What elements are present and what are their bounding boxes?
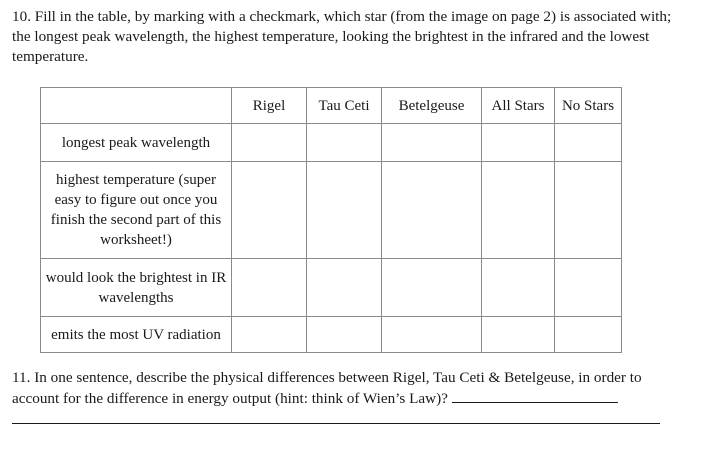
- check-cell-no-stars[interactable]: [555, 317, 622, 353]
- row-label-brightest-in-ir: would look the brightest in IR wavelengths: [41, 259, 232, 317]
- table-row: [41, 124, 622, 162]
- check-cell-betelgeuse[interactable]: [382, 124, 482, 162]
- answer-line[interactable]: [12, 423, 660, 424]
- header-cell-no-stars: No Stars: [555, 88, 622, 124]
- check-cell-all-stars[interactable]: [482, 259, 555, 317]
- table-row: [41, 259, 622, 317]
- check-cell-tau-ceti[interactable]: [307, 259, 382, 317]
- check-cell-no-stars[interactable]: [555, 162, 622, 259]
- check-cell-rigel[interactable]: [232, 259, 307, 317]
- table-header-row: [41, 88, 622, 124]
- check-cell-no-stars[interactable]: [555, 259, 622, 317]
- check-cell-rigel[interactable]: [232, 162, 307, 259]
- check-cell-rigel[interactable]: [232, 124, 307, 162]
- check-cell-all-stars[interactable]: [482, 162, 555, 259]
- check-cell-all-stars[interactable]: [482, 317, 555, 353]
- check-cell-rigel[interactable]: [232, 317, 307, 353]
- check-cell-betelgeuse[interactable]: [382, 317, 482, 353]
- row-label-highest-temperature: highest temperature (super easy to figure out once you finish the second part of this worksheet!): [41, 162, 232, 259]
- question-10-text: 10. Fill in the table, by marking with a checkmark, which star (from the image on page 2) is associated with; the longest peak wavelength, the highest temperature, looking the brightest in the infrared and the lowest temperature.: [12, 8, 672, 65]
- check-cell-no-stars[interactable]: [555, 124, 622, 162]
- check-cell-betelgeuse[interactable]: [382, 259, 482, 317]
- row-label-longest-peak-wavelength: longest peak wavelength: [41, 124, 232, 162]
- question-11: [12, 368, 692, 409]
- question-11-text: 11. In one sentence, describe the physical differences between Rigel, Tau Ceti & Betelgeuse, in order to account for the difference in energy output (hint: think of Wien’s Law)?: [12, 369, 642, 407]
- check-cell-tau-ceti[interactable]: [307, 317, 382, 353]
- check-cell-tau-ceti[interactable]: [307, 124, 382, 162]
- header-cell-empty: [41, 88, 232, 124]
- table-row: [41, 317, 622, 353]
- row-label-most-uv-radiation: emits the most UV radiation: [41, 317, 232, 353]
- header-cell-betelgeuse: Betelgeuse: [382, 88, 482, 124]
- star-checkmark-table: [40, 87, 622, 353]
- check-cell-tau-ceti[interactable]: [307, 162, 382, 259]
- table-row: [41, 162, 622, 259]
- check-cell-all-stars[interactable]: [482, 124, 555, 162]
- header-cell-all-stars: All Stars: [482, 88, 555, 124]
- header-cell-tau-ceti: Tau Ceti: [307, 88, 382, 124]
- answer-blank-inline[interactable]: [452, 388, 618, 403]
- check-cell-betelgeuse[interactable]: [382, 162, 482, 259]
- header-cell-rigel: Rigel: [232, 88, 307, 124]
